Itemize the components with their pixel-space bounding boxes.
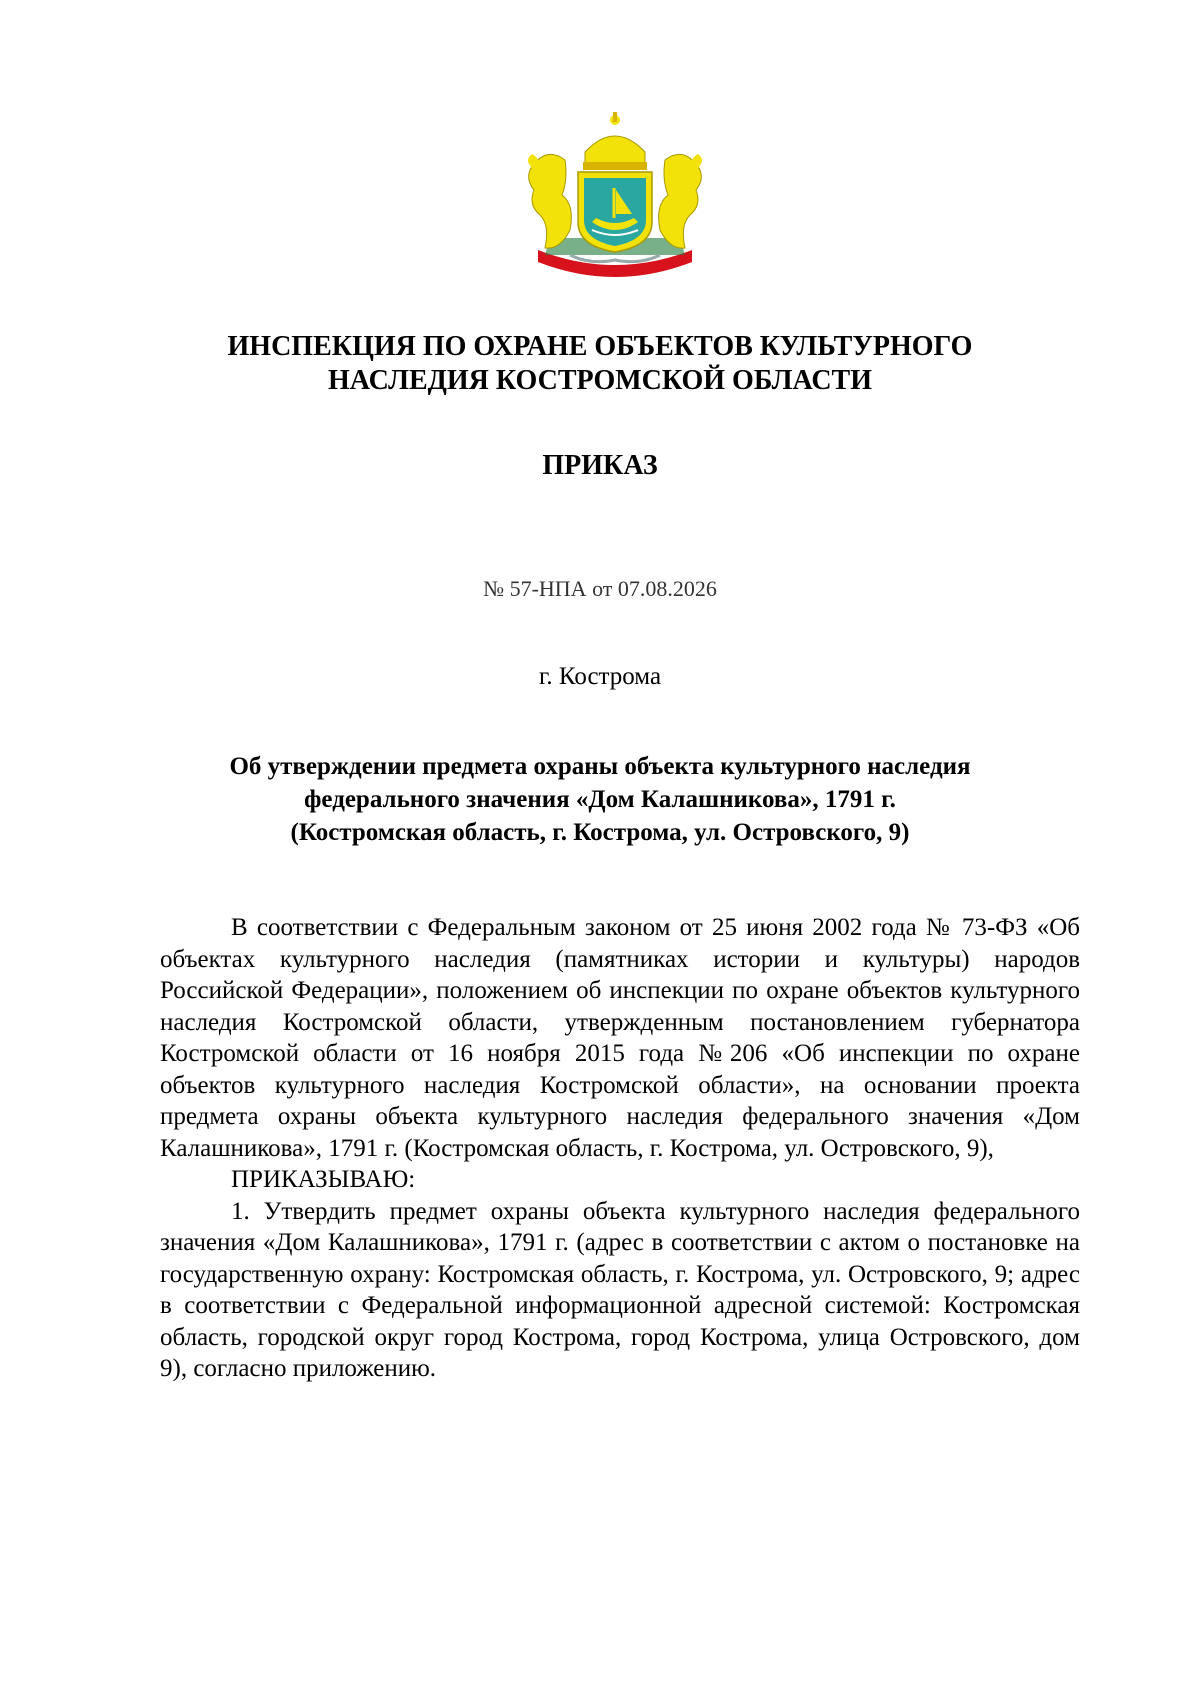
order-item-1: 1. Утвердить предмет охраны объекта культурного наследия федерального значения «Дом Калашникова», 1791 г. (адрес в соответствии с актом о постановке на государственную охрану: Костромская область, г. Кострома, ул. Островского, 9; адрес в соответствии с Федеральной информационной адресной системой: Костромская область, городской округ город Кострома, город Кострома, улица Островского, дом 9), согласно приложению. — [160, 1197, 1080, 1382]
title-line-1: Об утверждении предмета охраны объекта культурного наследия — [229, 753, 971, 780]
coat-of-arms-icon — [520, 110, 710, 288]
org-line-2: НАСЛЕДИЯ КОСТРОМСКОЙ ОБЛАСТИ — [327, 365, 873, 396]
preamble-paragraph: В соответствии с Федеральным законом от 25 июня 2002 года № 73-ФЗ «Об объектах культурного наследия (памятниках истории и культуры) народов Российской Федерации», положением об инспекции по охране объектов культурного наследия Костромской области, утвержденным постановлением губернатора Костромской области от 16 ноября 2015 года №206 «Об инспекции по охране объектов культурного наследия Костромской области», на основании проекта предмета охраны объекта культурного наследия федерального значения «Дом Калашникова», 1791 г. (Костромская область, г. Кострома, ул. Островского, 9), — [160, 914, 1080, 1162]
document-title — [150, 750, 1050, 849]
coat-of-arms-emblem — [520, 110, 710, 288]
document-city: г. Кострома — [538, 663, 662, 690]
organization-name — [0, 330, 1200, 398]
document-type: ПРИКАЗ — [542, 450, 658, 481]
document-number-date: № 57-НПА от 07.08.2026 — [483, 576, 717, 601]
org-line-1: ИНСПЕКЦИЯ ПО ОХРАНЕ ОБЪЕКТОВ КУЛЬТУРНОГО — [227, 331, 973, 362]
title-line-2: федерального значения «Дом Калашникова», 1791 г. — [304, 786, 896, 813]
document-body — [160, 912, 1080, 1385]
order-word: ПРИКАЗЫВАЮ: — [231, 1166, 416, 1193]
title-line-3: (Костромская область, г. Кострома, ул. Островского, 9) — [290, 819, 910, 846]
